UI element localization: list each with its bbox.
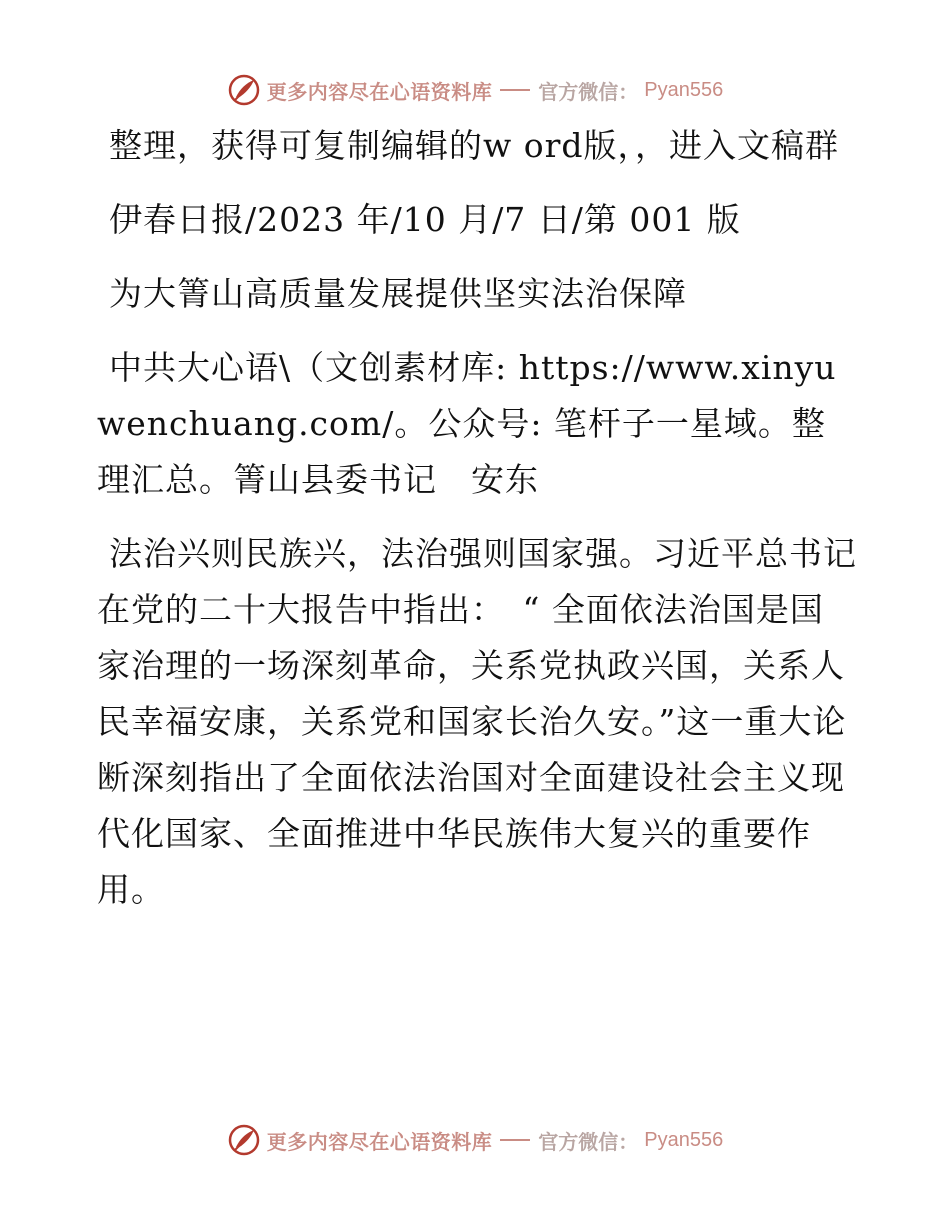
banner-wechat-id: Pyan556 bbox=[644, 1128, 724, 1151]
paragraph-author-line: 中共大心语\（文创素材库: https://www.xinyuwenchuang.com/。公众号: 笔杆子一星域。整理汇总。箐山县委书记 安东 bbox=[97, 348, 837, 499]
paragraph-body: 法治兴则民族兴，法治强则国家强。习近平总书记在党的二十大报告中指出： “ 全面依法治国是国家治理的一场深刻革命，关系党执政兴国，关系人民幸福安康，关系党和国家长治久安。”这一重大论断深刻指出了全面依法治国对全面建设社会主义现代化国家、全面推进中华民族伟大复兴的重要作用。 bbox=[97, 534, 857, 909]
banner-official-label: 官方微信： bbox=[538, 79, 639, 104]
header-watermark-banner bbox=[0, 70, 950, 110]
paragraph-source-line: 伊春日报/2023 年/10 月/7 日/第 001 版 bbox=[109, 200, 741, 239]
banner-text: 更多内容尽在心语资料库 bbox=[266, 79, 493, 104]
banner-dash bbox=[500, 1139, 530, 1141]
quill-logo-icon bbox=[227, 73, 261, 107]
banner-inner bbox=[227, 1123, 723, 1157]
banner-inner bbox=[227, 73, 723, 107]
banner-official-label: 官方微信： bbox=[538, 1129, 639, 1154]
article-title: 为大箐山高质量发展提供坚实法治保障 bbox=[109, 274, 687, 313]
document-body bbox=[97, 118, 857, 936]
paragraph-intro: 整理，获得可复制编辑的w ord版，，进入文稿群 bbox=[109, 126, 840, 165]
banner-dash bbox=[500, 89, 530, 91]
banner-text: 更多内容尽在心语资料库 bbox=[266, 1129, 493, 1154]
banner-wechat-id: Pyan556 bbox=[644, 78, 724, 101]
footer-watermark-banner bbox=[0, 1120, 950, 1160]
quill-logo-icon bbox=[227, 1123, 261, 1157]
